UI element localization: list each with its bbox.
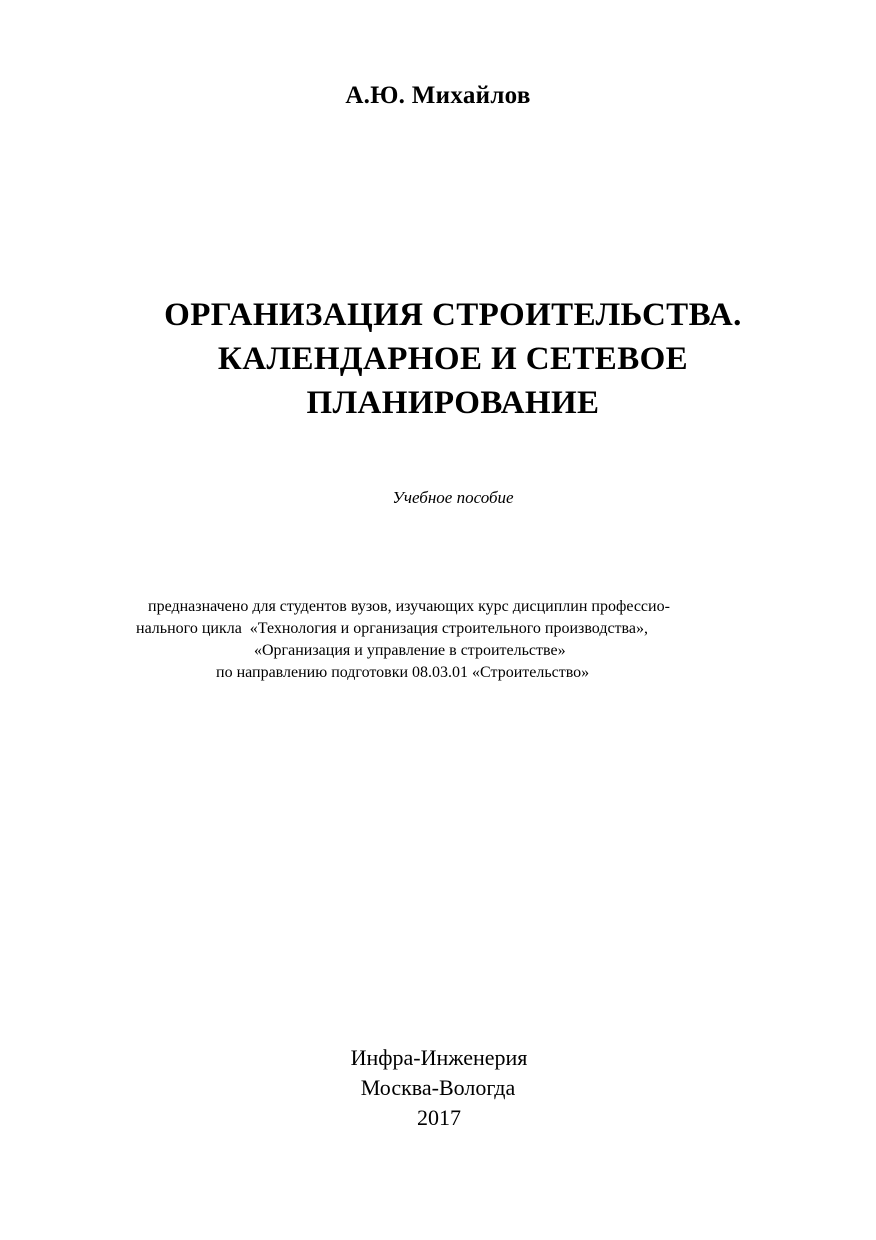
purpose-line: «Организация и управление в строительстве» <box>254 642 566 659</box>
book-type-subtitle: Учебное пособие <box>392 488 514 507</box>
purpose-line: по направлению подготовки 08.03.01 «Строительство» <box>216 664 590 681</box>
author-name: А.Ю. Михайлов <box>345 82 531 109</box>
publisher-name: Инфра-Инженерия <box>350 1045 528 1070</box>
title-line: ОРГАНИЗАЦИЯ СТРОИТЕЛЬСТВА. <box>164 297 742 333</box>
purpose-statement <box>130 596 780 684</box>
title-line: ПЛАНИРОВАНИЕ <box>306 385 600 421</box>
title-line: КАЛЕНДАРНОЕ И СЕТЕВОЕ <box>217 341 689 377</box>
publication-year: 2017 <box>417 1105 461 1130</box>
book-title <box>0 293 876 425</box>
purpose-line: предназначено для студентов вузов, изучающих курс дисциплин профессио- <box>148 598 670 615</box>
publication-city: Москва-Вологда <box>360 1075 516 1100</box>
imprint <box>0 1043 876 1133</box>
purpose-line: нального цикла «Технология и организация строительного производства», <box>136 620 648 637</box>
